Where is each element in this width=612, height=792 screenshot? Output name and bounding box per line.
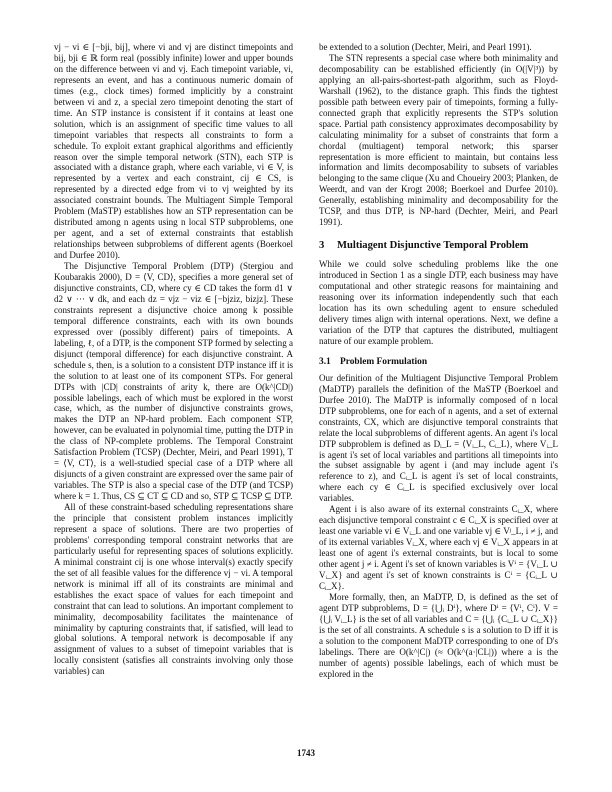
paragraph-section-intro: While we could solve scheduling problems like the one introduced in Section 1 as a single DTP, each business may have computational and other strategic reasons for maintaining and reasoning over its information independently such that each location has its own scheduling agent to ensure scheduled delivery times align with internal operations. Next, we define a variation of the DTP that captures the distributed, multiagent nature of our example problem.	[319, 259, 558, 346]
paragraph-external-constraints: Agent i is also aware of its external constraints Cᵢ_X, where each disjunctive temporal constraint c ∈ Cᵢ_X is specified over at least one variable vi ∈ Vᵢ_L and one variable vj ∈ Vʲ_L, i ≠ j, and of its external variables Vᵢ_X, where each vj ∈ Vᵢ_X appears in at least one of agent i's external constraints, but is local to some other agent j ≠ i. Agent i's set of known variables is Vⁱ = {Vᵢ_L ∪ Vᵢ_X} and agent i's set of known constraints is Cⁱ = {Cᵢ_L ∪ Cᵢ_X}.	[319, 504, 558, 591]
page-number: 1743	[297, 748, 315, 758]
section-number: 3	[319, 240, 325, 252]
paragraph-stn-special-case: The STN represents a special case where both minimality and decomposability can be established efficiently (in O(|V|³)) by applying an all-pairs-shortest-path algorithm, such as Floyd-Warshall (1962), to the distance graph. This finds the tightest possible path between every pair of timepoints, forming a fully-connected graph that explicitly represents the STP's solution space. Partial path consistency approximates decomposability by calculating minimality for a subset of constraints that form a chordal (multiagent) temporal network; this sparser representation is more efficient to maintain, but contains less information and limits decomposability to subsets of variables belonging to the same clique (Xu and Choueiry 2003; Planken, de Weerdt, and van der Krogt 2008; Boerkoel and Durfee 2010). Generally, establishing minimality and decomposability for the TCSP, and thus DTP, is NP-hard (Dechter, Meiri, and Pearl 1991).	[319, 52, 558, 228]
paragraph-continuation: be extended to a solution (Dechter, Meiri, and Pearl 1991).	[319, 42, 532, 52]
right-column	[319, 42, 558, 680]
section-heading	[319, 239, 558, 252]
paragraph-stp-definition: vj − vi ∈ [−bji, bij], where vi and vj are distinct timepoints and bij, bji ∈ ℝ form real (possibly infinite) lower and upper bounds on the difference between vi and vj. Each timepoint variable, vi, represents an event, and has a continuous numeric domain of times (e.g., clock times) formed implicitly by a constraint between vi and z, a special zero timepoint denoting the start of time. An STP instance is consistent if it contains at least one solution, which is an assignment of specific time values to all timepoint variables that respects all constraints to form a schedule. To exploit extant graphical algorithms and efficiently reason over the simple temporal network (STN), each STP is associated with a distance graph, where each variable, vi ∈ V, is represented by a vertex and each constraint, cij ∈ CS, is represented by a directed edge from vi to vj weighted by its associated constraint bounds. The Multiagent Simple Temporal Problem (MaSTP) establishes how an STP representation can be distributed among n agents using n local STP subproblems, one per agent, and a set of external constraints that establish relationships between subproblems of different agents (Boerkoel and Durfee 2010).	[54, 42, 293, 261]
subsection-number: 3.1	[319, 356, 331, 367]
subsection-title: Problem Formulation	[340, 356, 428, 367]
section-title: Multiagent Disjunctive Temporal Problem	[337, 240, 529, 252]
paragraph-dtp-definition: The Disjunctive Temporal Problem (DTP) (Stergiou and Koubarakis 2000), D = ⟨V, CD⟩, specifies a more general set of disjunctive constraints, CD, where cy ∈ CD takes the form d1 ∨ d2 ∨ ··· ∨ dk, and each dz = vjz − viz ∈ [−bjziz, bizjz]. These constraints represent a disjunctive choice among k possible temporal difference constraints, each with its own bounds expressed over (possibly different) pairs of timepoints. A labeling, ℓ, of a DTP, is the component STP formed by selecting a disjunct (temporal difference) for each disjunctive constraint. A schedule s, then, is a solution to a consistent DTP instance iff it is the solution to at least one of its component STPs. For general DTPs with |CD| constraints of arity k, there are O(k^|CD|) possible labelings, each of which must be explored in the worst case, which, as the number of disjunctive constraints grows, makes the DTP an NP-hard problem. Each component STP, however, can be evaluated in polynomial time, putting the DTP in the class of NP-complete problems. The Temporal Constraint Satisfaction Problem (TCSP) (Dechter, Meiri, and Pearl 1991), T = ⟨V, CT⟩, is a well-studied special case of a DTP where all disjuncts of a given constraint are expressed over the same pair of variables. The STP is also a special case of the DTP (and TCSP) where k = 1. Thus, CS ⊆ CT ⊆ CD and so, STP ⊆ TCSP ⊆ DTP.	[54, 261, 293, 502]
paragraph-minimality-decomposability: All of these constraint-based scheduling representations share the principle that consistent problem instances implicitly represent a space of solutions. There are two properties of problems' corresponding temporal constraint networks that are particularly useful for representing spaces of solutions explicitly. A minimal constraint cij is one whose interval(s) exactly specify the set of all feasible values for the difference vj − vi. A temporal network is minimal iff all of its constraints are minimal and establishes the exact space of values for each timepoint and constraint that can lead to solutions. An important complement to minimality, decomposability facilitates the maintenance of minimality by capturing constraints that, if satisfied, will lead to global solutions. A temporal network is decomposable if any assignment of values to a subset of timepoint variables that is locally consistent (satisfies all constraints involving only those variables) can	[54, 502, 293, 677]
paragraph-madtp-definition: Our definition of the Multiagent Disjunctive Temporal Problem (MaDTP) parallels the definition of the MaSTP (Boerkoel and Durfee 2010). The MaDTP is informally composed of n local DTP subproblems, one for each of n agents, and a set of external constraints, CX, which are disjunctive temporal constraints that relate the local subproblems of different agents. An agent i's local DTP subproblem is defined as Dᵢ_L = ⟨Vᵢ_L, Cᵢ_L⟩, where Vᵢ_L is agent i's set of local variables and partitions all timepoints into the subset assignable by agent i (and may include agent i's reference to z), and Cᵢ_L is agent i's set of local constraints, where each cy ∈ Cᵢ_L is specified exclusively over local variables.	[319, 372, 558, 504]
subsection-heading	[319, 356, 558, 368]
left-column	[54, 42, 293, 677]
paragraph-formal-definition: More formally, then, an MaDTP, D, is defined as the set of agent DTP subproblems, D = {⋃ᵢ Dⁱ}, where Dⁱ = ⟨Vⁱ, Cⁱ⟩. V = {⋃ᵢ Vᵢ_L} is the set of all variables and C = {⋃ᵢ {Cᵢ_L ∪ Cᵢ_X}} is the set of all constraints. A schedule s is a solution to D iff it is a solution to the component MaDTP corresponding to one of D's labelings. There are O(k^|C|) (≈ O(k^(a·|CL|)) where a is the number of agents) possible labelings, each of which must be explored in the	[319, 591, 558, 679]
